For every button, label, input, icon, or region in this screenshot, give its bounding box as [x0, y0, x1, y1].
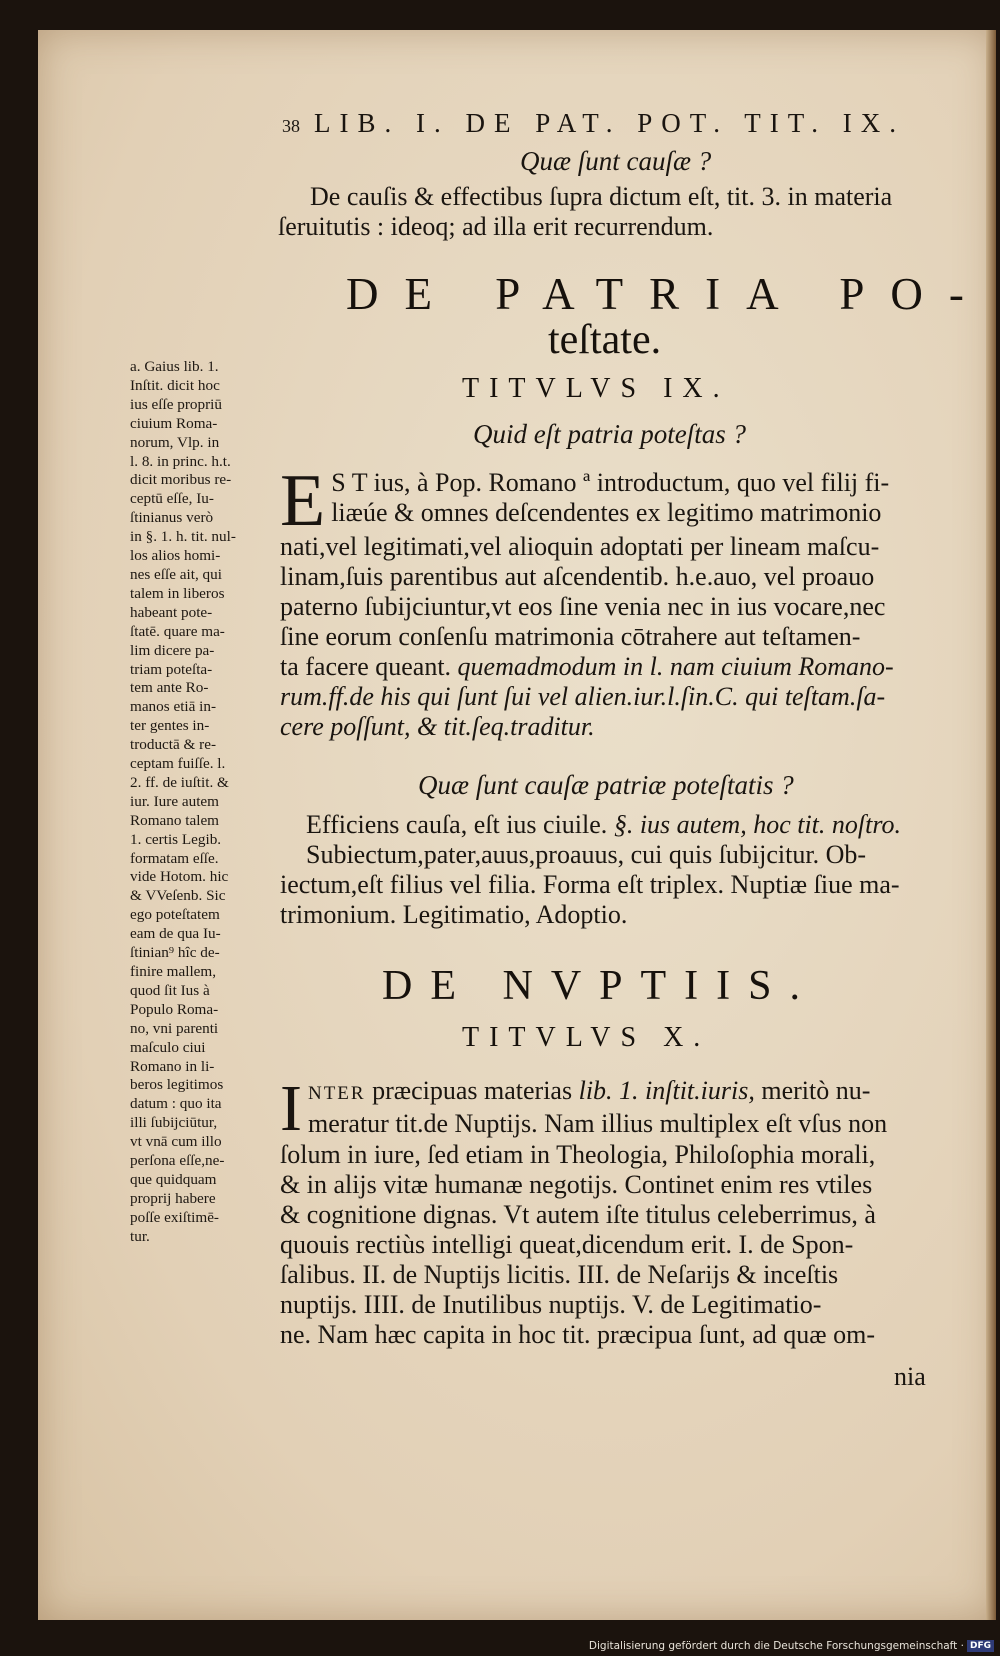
citation: lib. 1. inſtit.iuris,: [578, 1076, 755, 1105]
note-line: los alios homi-: [130, 547, 221, 565]
note-line: Inſtit. dicit hoc: [130, 376, 220, 394]
paragraph-line: Subiectum,pater,auus,proauus, cui quis ſubijcitur. Ob-: [306, 840, 867, 869]
note-line: proprij habere: [130, 1189, 216, 1207]
footer-text: Digitalisierung gefördert durch die Deutsche Forschungsgemeinschaft ·: [588, 1640, 964, 1652]
paragraph-line: ſine eorum conſenſu matrimonia cōtrahere aut teſtamen-: [280, 622, 861, 651]
note-line: vide Hotom. hic: [130, 868, 229, 886]
question-1: Quæ ſunt cauſæ ?: [520, 146, 712, 176]
note-line: ego poteſtatem: [130, 906, 220, 924]
note-line: tem ante Ro-: [130, 679, 209, 697]
line-text: meritò nu-: [754, 1076, 871, 1105]
paragraph-line: linam,ſuis parentibus aut aſcendentib. h.e.auo, vel proauo: [280, 562, 875, 591]
note-line: norum, Vlp. in: [130, 433, 220, 451]
note-line: illi ſubijciūtur,: [130, 1114, 218, 1132]
title-1-subtitle: TITVLVS IX.: [462, 373, 730, 404]
citation-line: cere poſſunt, & tit.ſeq.traditur.: [280, 712, 595, 741]
note-line: ſtinian⁹ hîc de-: [130, 944, 220, 962]
paragraph-line: ſalibus. II. de Nuptijs licitis. III. de Neſarijs & inceſtis: [280, 1260, 839, 1289]
footer-credit: [589, 1640, 994, 1652]
note-line: manos etiā in-: [130, 698, 217, 716]
paragraph-line: trimonium. Legitimatio, Adoptio.: [280, 900, 628, 929]
note-line: beros legitimos: [130, 1076, 224, 1094]
running-head: [282, 108, 905, 139]
paragraph-line: liæúe & omnes deſcendentes ex legitimo matrimonio: [331, 498, 882, 527]
note-line: maſculo ciui: [130, 1038, 206, 1056]
note-line: troductā & re-: [130, 736, 217, 754]
note-line: que quidquam: [130, 1170, 217, 1188]
note-line: 2. ff. de iuſtit. &: [130, 773, 229, 791]
paragraph-3: [280, 810, 950, 930]
title-2: DE NVPTIIS.: [382, 963, 818, 1009]
line-text: Efficiens cauſa, eſt ius ciuile.: [306, 810, 608, 839]
note-line: talem in liberos: [130, 584, 225, 602]
paragraph-line: [280, 810, 950, 840]
note-line: ſtatē. quare ma-: [130, 622, 225, 640]
paragraph-line: S T ius, à Pop. Romano ª introductum, quo vel filij fi-: [331, 468, 890, 497]
paragraph-line: iectum,eſt filius vel filia. Forma eſt triplex. Nuptiæ ſiue ma-: [280, 870, 900, 899]
note-line: eam de qua Iu-: [130, 925, 221, 943]
drop-cap-e: E: [280, 460, 326, 542]
note-line: Romano in li-: [130, 1057, 215, 1075]
paragraph-line: ſolum in iure, ſed etiam in Theologia, Philoſophia morali,: [280, 1140, 876, 1169]
line-text: ta facere queant.: [280, 652, 452, 681]
note-line: ceptam fuiſſe. l.: [130, 755, 226, 773]
paragraph-1: [278, 182, 948, 242]
paragraph-line: [280, 1076, 950, 1109]
note-line: ſtinianus verò: [130, 509, 214, 527]
note-line: nes eſſe ait, qui: [130, 565, 222, 583]
note-line: perſona eſſe,ne-: [130, 1152, 225, 1170]
line-text: præcipuas materias: [365, 1076, 579, 1105]
small-caps: NTER: [307, 1083, 366, 1104]
note-line: habeant pote-: [130, 603, 213, 621]
note-line: dicit moribus re-: [130, 471, 232, 489]
running-title: LIB. I. DE PAT. POT. TIT. IX.: [314, 108, 905, 138]
paragraph-line: [280, 652, 950, 682]
paragraph-4: [280, 1072, 950, 1350]
note-line: Romano talem: [130, 811, 219, 829]
citation: quemadmodum in l. nam ciuium Romano-: [451, 652, 894, 681]
dfg-logo: DFG: [967, 1640, 994, 1652]
paragraph-line: & cognitione dignas. Vt autem iſte titulus celeberrimus, à: [280, 1200, 876, 1229]
paragraph-line: ne. Nam hæc capita in hoc tit. præcipua ſunt, ad quæ om-: [280, 1320, 875, 1349]
note-line: triam poteſta-: [130, 660, 213, 678]
note-line: formatam eſſe.: [130, 849, 219, 867]
note-line: & VVeſenb. Sic: [130, 887, 226, 905]
note-line: vt vnā cum illo: [130, 1133, 222, 1151]
note-line: a. Gaius lib. 1.: [130, 358, 219, 375]
paragraph-line: & in alijs vitæ humanæ negotijs. Continet enim res vtiles: [280, 1170, 873, 1199]
paragraph-line: meratur tit.de Nuptijs. Nam illius multiplex eſt vſus non: [307, 1109, 888, 1138]
note-line: l. 8. in princ. h.t.: [130, 452, 231, 470]
paragraph-line: paterno ſubijciuntur,vt eos ſine venia nec in ius vocare,nec: [280, 592, 886, 621]
note-line: no, vni parenti: [130, 1019, 219, 1037]
paragraph-line: nati,vel legitimati,vel alioquin adoptati per lineam maſcu-: [280, 532, 880, 561]
citation: §. ius autem, hoc tit. noſtro.: [607, 810, 902, 839]
drop-cap-i: I: [280, 1072, 302, 1145]
note-line: ceptū eſſe, Iu-: [130, 490, 214, 508]
question-3: Quæ ſunt cauſæ patriæ poteſtatis ?: [418, 770, 794, 800]
note-line: ius eſſe propriū: [130, 395, 222, 413]
page-number: 38: [282, 116, 300, 136]
paragraph-line: ſeruitutis : ideoq; ad illa erit recurrendum.: [278, 212, 714, 241]
note-line: Populo Roma-: [130, 1000, 219, 1018]
paragraph-line: De cauſis & effectibus ſupra dictum eſt, tit. 3. in materia: [310, 182, 893, 211]
title-2-subtitle: TITVLVS X.: [462, 1022, 711, 1053]
note-line: lim dicere pa-: [130, 641, 215, 659]
citation-line: rum.ff.de his qui ſunt ſui vel alien.iur.l.ſin.C. qui teſtam.ſa-: [280, 682, 886, 711]
paragraph-line: nuptijs. IIII. de Inutilibus nuptijs. V. de Legitimatio-: [280, 1290, 822, 1319]
note-line: 1. certis Legib.: [130, 830, 222, 848]
note-line: ter gentes in-: [130, 717, 210, 735]
note-line: tur.: [130, 1227, 150, 1245]
title-1-line-1: DE PATRIA PO-: [346, 269, 990, 319]
paragraph-2: [280, 460, 950, 742]
note-line: finire mallem,: [130, 963, 217, 980]
question-2: Quid eſt patria poteſtas ?: [473, 419, 746, 449]
note-line: quod ſit Ius à: [130, 981, 210, 999]
note-line: datum : quo ita: [130, 1095, 222, 1113]
title-1-line-2: teſtate.: [548, 317, 662, 363]
catchword: nia: [894, 1362, 926, 1391]
note-line: in §. 1. h. tit. nul-: [130, 528, 236, 546]
paragraph-line: quouis rectiùs intelligi queat,dicendum erit. I. de Spon-: [280, 1230, 854, 1259]
note-line: poſſe exiſtimē-: [130, 1208, 219, 1226]
note-line: ciuium Roma-: [130, 414, 218, 432]
marginal-note: [130, 358, 268, 1247]
note-line: iur. Iure autem: [130, 792, 219, 810]
